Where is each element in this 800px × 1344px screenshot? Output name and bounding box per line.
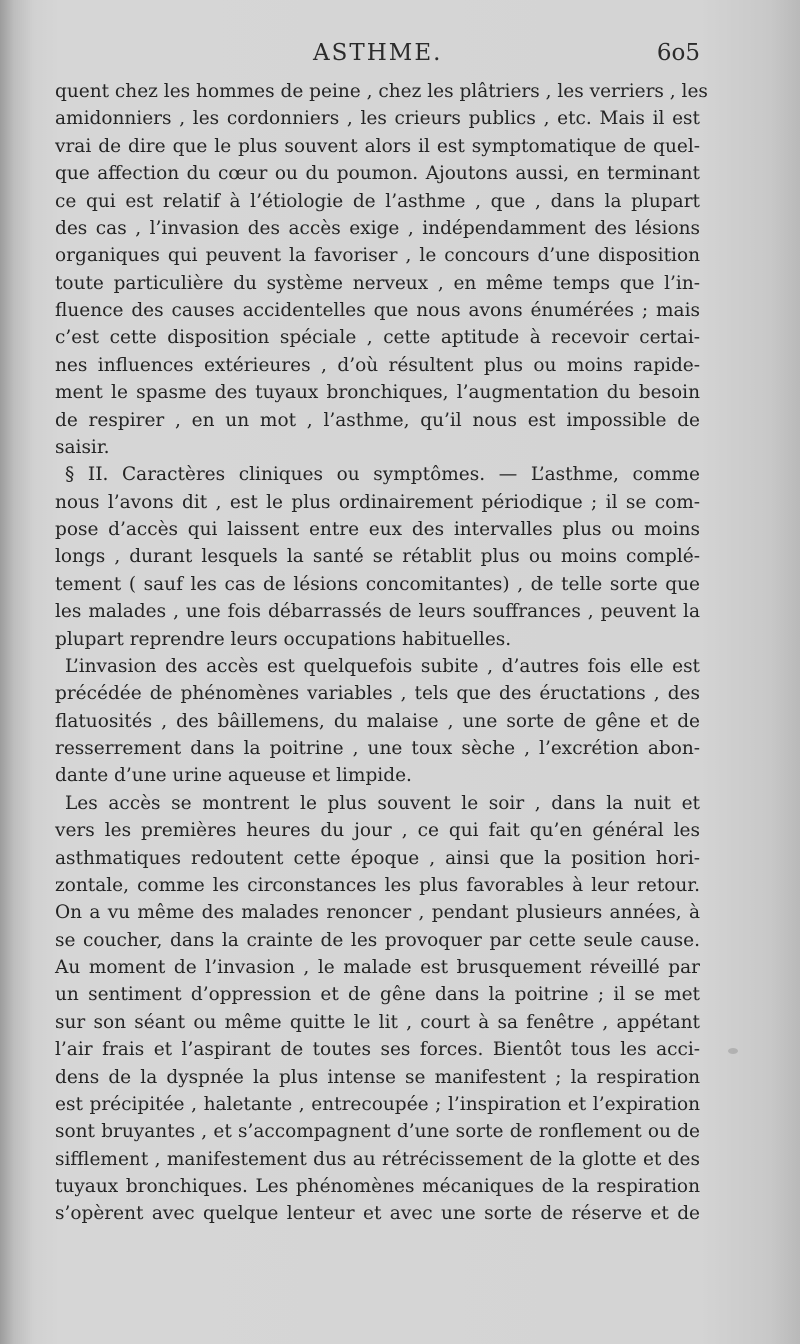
text-line: sifflement , manifestement dus au rétrécissement de la glotte et des — [55, 1148, 700, 1170]
paragraph-start-line: Les accès se montrent le plus souvent le soir , dans la nuit et — [65, 792, 700, 814]
text-line: les malades , une fois débarrassés de leurs souffrances , peuvent la — [55, 601, 700, 623]
page-header — [55, 40, 700, 74]
text-line: fluence des causes accidentelles que nous avons énumérées ; mais — [55, 300, 700, 321]
text-line: nes influences extérieures , d’où résultent plus ou moins rapide- — [55, 354, 700, 376]
running-head: ASTHME. — [313, 40, 443, 66]
text-line: précédée de phénomènes variables , tels que des éructations , des — [55, 683, 700, 705]
text-line: l’air frais et l’aspirant de toutes ses forces. Bientôt tous les acci- — [55, 1039, 700, 1061]
text-line: longs , durant lesquels la santé se rétablit plus ou moins complé- — [55, 546, 700, 568]
text-line: pose d’accès qui laissent entre eux des intervalles plus ou moins — [55, 519, 700, 540]
body-text — [55, 78, 708, 1228]
text-line: Au moment de l’invasion , le malade est brusquement réveillé par — [55, 957, 700, 978]
text-line: toute particulière du système nerveux , en même temps que l’in- — [55, 272, 700, 294]
text-line: On a vu même des malades renoncer , pendant plusieurs années, à — [55, 902, 700, 924]
text-line: un sentiment d’oppression et de gêne dans la poitrine ; il se met — [55, 984, 700, 1006]
text-line: des cas , l’invasion des accès exige , indépendamment des lésions — [55, 217, 700, 239]
text-line: zontale, comme les circonstances les plus favorables à leur retour. — [55, 874, 700, 896]
text-line: c’est cette disposition spéciale , cette aptitude à recevoir certai- — [55, 327, 700, 349]
text-line: amidonniers , les cordonniers , les crieurs publics , etc. Mais il est — [55, 108, 700, 130]
text-line: de respirer , en un mot , l’asthme, qu’il nous est impossible de — [55, 409, 700, 431]
text-line: ment le spasme des tuyaux bronchiques, l’augmentation du besoin — [55, 382, 700, 404]
section-heading-line: § II. Caractères cliniques ou symptômes. — L’asthme, comme — [65, 464, 700, 486]
text-line: resserrement dans la poitrine , une toux sèche , l’excrétion abon- — [55, 738, 700, 759]
text-line: dante d’une urine aqueuse et limpide. — [55, 765, 412, 787]
text-line: saisir. — [55, 436, 110, 458]
text-line: asthmatiques redoutent cette époque , ainsi que la position hori- — [55, 847, 700, 869]
text-line: vrai de dire que le plus souvent alors il est symptomatique de quel- — [55, 135, 700, 157]
text-line: flatuosités , des bâillemens, du malaise , une sorte de gêne et de — [55, 710, 700, 732]
text-line: tuyaux bronchiques. Les phénomènes mécaniques de la respiration — [55, 1176, 700, 1197]
text-line: dens de la dyspnée la plus intense se manifestent ; la respiration — [55, 1066, 700, 1088]
text-line: organiques qui peuvent la favoriser , le concours d’une disposition — [55, 245, 700, 267]
text-line: nous l’avons dit , est le plus ordinairement périodique ; il se com- — [55, 491, 700, 513]
page-number: 6o5 — [656, 40, 700, 66]
text-line: tement ( sauf les cas de lésions concomitantes) , de telle sorte que — [55, 573, 700, 595]
text-line: est précipitée , haletante , entrecoupée ; l’inspiration et l’expiration — [55, 1093, 700, 1115]
text-line: plupart reprendre leurs occupations habituelles. — [55, 628, 512, 650]
text-line: que affection du cœur ou du poumon. Ajoutons aussi, en terminant — [55, 163, 700, 185]
paper-speck — [728, 1048, 738, 1054]
text-line: s’opèrent avec quelque lenteur et avec une sorte de réserve et de — [55, 1203, 700, 1225]
text-line: sur son séant ou même quitte le lit , court à sa fenêtre , appétant — [55, 1011, 700, 1033]
text-line: vers les premières heures du jour , ce qui fait qu’en général les — [55, 820, 700, 842]
text-line: se coucher, dans la crainte de les provoquer par cette seule cause. — [55, 929, 700, 951]
text-line: quent chez les hommes de peine , chez les plâtriers , les verriers , les — [55, 81, 708, 102]
text-line: ce qui est relatif à l’étiologie de l’asthme , que , dans la plupart — [55, 190, 700, 212]
paragraph-start-line: L’invasion des accès est quelquefois subite , d’autres fois elle est — [65, 655, 700, 677]
text-line: sont bruyantes , et s’accompagnent d’une sorte de ronflement ou de — [55, 1121, 700, 1143]
